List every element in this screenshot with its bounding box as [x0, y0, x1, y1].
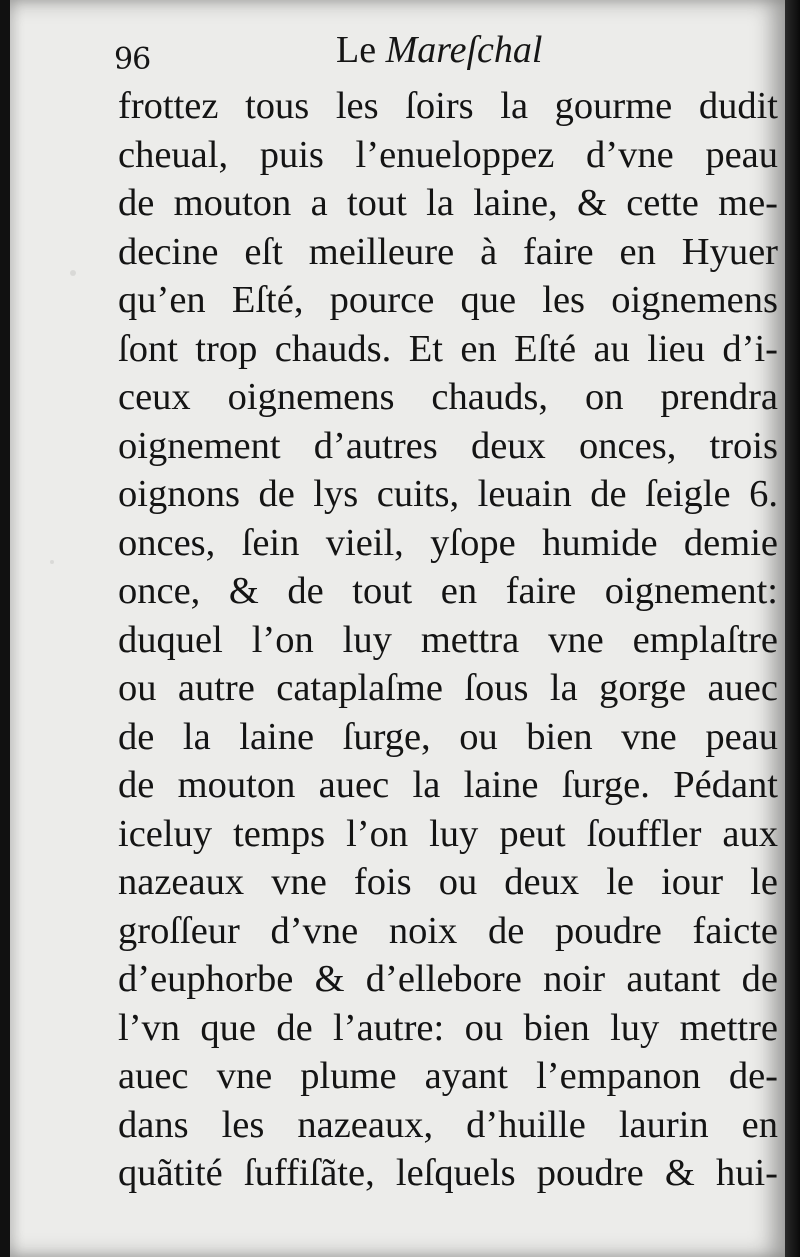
text-line: dans les nazeaux, d’huille laurin en — [118, 1103, 778, 1146]
body-text — [118, 82, 778, 1198]
text-line: l’vn que de l’autre: ou bien luy mettre — [118, 1006, 778, 1049]
text-line: groſſeur d’vne noix de poudre faicte — [118, 909, 778, 952]
text-line: de mouton auec la laine ſurge. Pédant — [118, 764, 778, 806]
page-number: 96 — [114, 42, 151, 77]
page-header — [108, 26, 768, 82]
text-line: oignons de lys cuits, leuain de ſeigle 6. — [118, 473, 778, 515]
text-line: auec vne plume ayant l’empanon de- — [118, 1055, 778, 1097]
text-line: ſont trop chauds. Et en Eſté au lieu d’i- — [118, 327, 778, 370]
running-head-prefix: Le — [336, 29, 386, 71]
text-line: cheual, puis l’enueloppez d’vne peau — [118, 133, 778, 176]
text-line: de la laine ſurge, ou bien vne peau — [118, 715, 778, 758]
text-line: d’euphorbe & d’ellebore noir autant de — [118, 958, 778, 1000]
ink-speck — [50, 560, 54, 564]
text-line: oignement d’autres deux onces, trois — [118, 424, 778, 467]
text-line: frottez tous les ſoirs la gourme dudit — [118, 85, 778, 127]
text-line: decine eſt meilleure à faire en Hyuer — [118, 230, 778, 273]
text-line: ceux oignemens chauds, on prendra — [118, 376, 778, 418]
text-line: onces, ſein vieil, yſope humide demie — [118, 521, 778, 564]
running-head — [336, 28, 542, 72]
text-line: quãtité ſuffiſãte, leſquels poudre & hui- — [118, 1152, 778, 1194]
ink-speck — [70, 270, 76, 276]
book-page — [10, 0, 785, 1257]
text-line: qu’en Eſté, pource que les oignemens — [118, 279, 778, 321]
text-line: once, & de tout en faire oignement: — [118, 570, 778, 612]
text-line: iceluy temps l’on luy peut ſouffler aux — [118, 812, 778, 855]
running-head-title: Mareſchal — [385, 29, 543, 71]
text-line: ou autre cataplaſme ſous la gorge auec — [118, 667, 778, 709]
text-line: de mouton a tout la laine, & cette me- — [118, 182, 778, 224]
text-line: duquel l’on luy mettra vne emplaſtre — [118, 618, 778, 661]
text-line: nazeaux vne fois ou deux le iour le — [118, 861, 778, 903]
page-edge-shadow — [785, 0, 800, 1257]
